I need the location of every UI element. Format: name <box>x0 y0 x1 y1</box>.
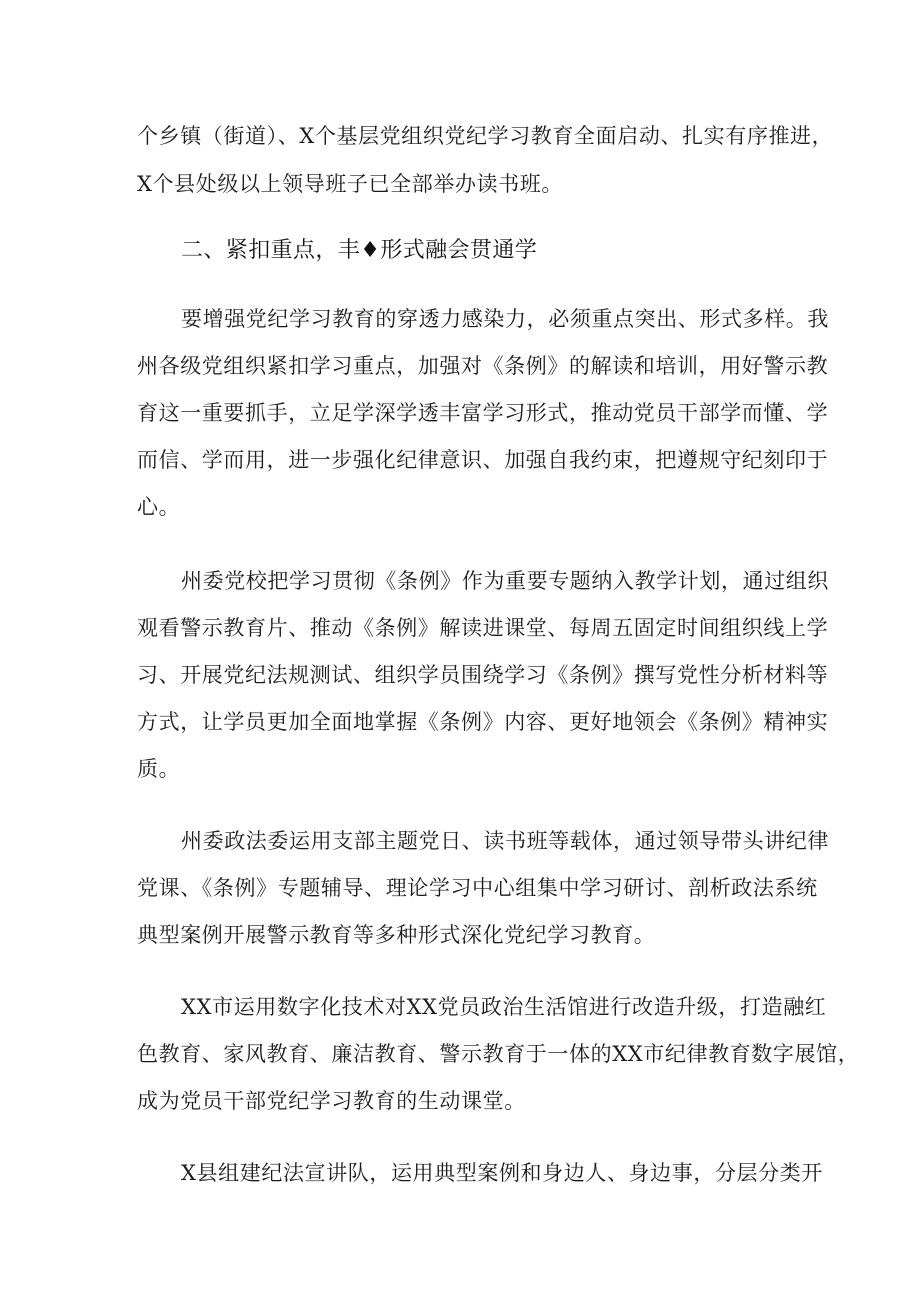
paragraph-2-line-4: 方式，让学员更加全面地掌握《条例》内容、更好地领会《条例》精神实 <box>137 710 829 734</box>
paragraph-2-line-3: 习、开展党纪法规测试、组织学员围绕学习《条例》撰写党性分析材料等 <box>137 663 829 687</box>
paragraph-1-line-4: 而信、学而用，进一步强化纪律意识、加强自我约束，把遵规守纪刻印于 <box>137 448 829 472</box>
intro-line-2: X个县处级以上领导班子已全部举办读书班。 <box>137 172 563 196</box>
paragraph-1-line-3: 育这一重要抓手，立足学深学透丰富学习形式，推动党员干部学而懂、学 <box>137 401 829 425</box>
section-heading: 二、紧扣重点，丰♦形式融会贯通学 <box>181 238 538 263</box>
paragraph-1-line-5: 心。 <box>137 495 181 519</box>
intro-line-1: 个乡镇（街道）、X个基层党组织党纪学习教育全面启动、扎实有序推进， <box>137 124 834 148</box>
paragraph-2-line-5: 质。 <box>137 757 181 781</box>
paragraph-5-line-1: X县组建纪法宣讲队，运用典型案例和身边人、身边事，分层分类开 <box>181 1161 823 1185</box>
paragraph-2-line-1: 州委党校把学习贯彻《条例》作为重要专题纳入教学计划，通过组织 <box>181 569 829 593</box>
paragraph-4-line-2: 色教育、家风教育、廉洁教育、警示教育于一体的XX市纪律教育数字展馆， <box>137 1042 860 1066</box>
paragraph-3-line-2: 党课、《条例》专题辅导、理论学习中心组集中学习研讨、剖析政法系统 <box>137 876 818 900</box>
paragraph-2-line-2: 观看警示教育片、推动《条例》解读进课堂、每周五固定时间组织线上学 <box>137 616 829 640</box>
paragraph-4-line-1: XX市运用数字化技术对XX党员政治生活馆进行改造升级，打造融红 <box>181 995 827 1019</box>
paragraph-3-line-1: 州委政法委运用支部主题党日、读书班等载体，通过领导带头讲纪律 <box>181 829 829 853</box>
paragraph-3-line-3: 典型案例开展警示教育等多种形式深化党纪学习教育。 <box>137 923 656 947</box>
paragraph-4-line-3: 成为党员干部党纪学习教育的生动课堂。 <box>137 1089 526 1113</box>
paragraph-1-line-2: 州各级党组织紧扣学习重点，加强对《条例》的解读和培训，用好警示教 <box>137 354 829 378</box>
paragraph-1-line-1: 要增强党纪学习教育的穿透力感染力，必须重点突出、形式多样。我 <box>181 307 829 331</box>
